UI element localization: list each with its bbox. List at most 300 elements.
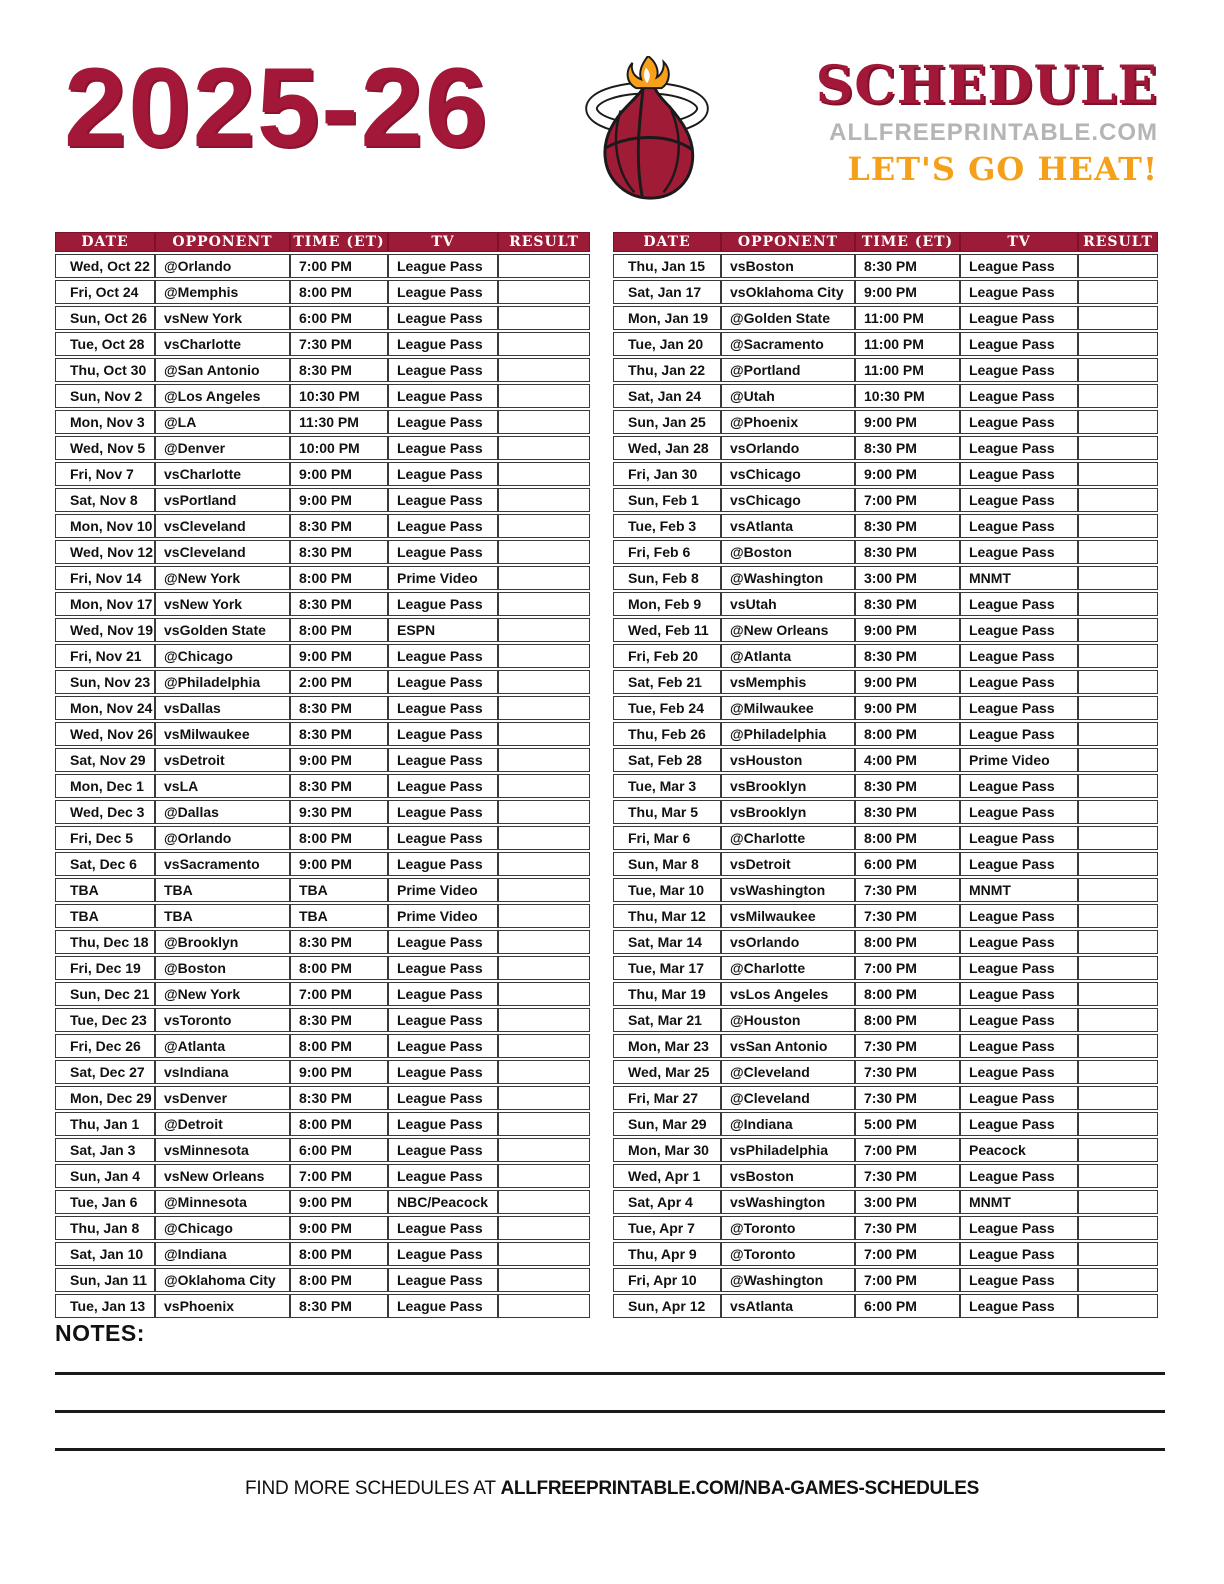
opponent-cell: @Philadelphia (155, 670, 290, 694)
opponent-cell: vsBoston (721, 1164, 855, 1188)
opponent-cell: vsMilwaukee (721, 904, 855, 928)
tv-cell: League Pass (388, 514, 498, 538)
opponent-cell: vsCleveland (155, 540, 290, 564)
result-cell (1078, 618, 1158, 642)
table-row (613, 878, 1158, 902)
date-cell: Mon, Feb 9 (613, 592, 721, 616)
result-cell (498, 488, 590, 512)
table-row (613, 1008, 1158, 1032)
result-cell (498, 254, 590, 278)
table-row (55, 826, 590, 850)
table-row (613, 436, 1158, 460)
date-cell: Sat, Jan 17 (613, 280, 721, 304)
table-row (55, 956, 590, 980)
time-cell: 8:30 PM (290, 1008, 388, 1032)
result-cell (498, 1164, 590, 1188)
date-cell: Mon, Mar 23 (613, 1034, 721, 1058)
tv-cell: League Pass (960, 722, 1078, 746)
table-row (55, 488, 590, 512)
time-cell: 8:00 PM (855, 982, 960, 1006)
table-row (55, 878, 590, 902)
table-row (613, 748, 1158, 772)
table-row (55, 384, 590, 408)
column-header: TIME (ET) (855, 232, 960, 252)
date-cell: Wed, Jan 28 (613, 436, 721, 460)
date-cell: Tue, Oct 28 (55, 332, 155, 356)
opponent-cell: @Oklahoma City (155, 1268, 290, 1292)
result-cell (498, 1086, 590, 1110)
date-cell: Sun, Oct 26 (55, 306, 155, 330)
date-cell: Sat, Feb 28 (613, 748, 721, 772)
tv-cell: League Pass (960, 904, 1078, 928)
time-cell: 8:30 PM (290, 1086, 388, 1110)
time-cell: 7:00 PM (855, 1242, 960, 1266)
date-cell: Wed, Mar 25 (613, 1060, 721, 1084)
date-cell: Sun, Feb 8 (613, 566, 721, 590)
result-cell (498, 826, 590, 850)
time-cell: 8:30 PM (290, 774, 388, 798)
opponent-cell: @Sacramento (721, 332, 855, 356)
time-cell: 8:30 PM (855, 592, 960, 616)
date-cell: Sat, Jan 10 (55, 1242, 155, 1266)
date-cell: Thu, Jan 22 (613, 358, 721, 382)
time-cell: 9:00 PM (290, 1060, 388, 1084)
time-cell: 11:00 PM (855, 358, 960, 382)
tv-cell: League Pass (388, 852, 498, 876)
table-row (55, 774, 590, 798)
date-cell: Tue, Jan 20 (613, 332, 721, 356)
notes-line-3 (55, 1448, 1165, 1451)
table-row (55, 1190, 590, 1214)
opponent-cell: @Toronto (721, 1242, 855, 1266)
time-cell: 8:00 PM (855, 930, 960, 954)
opponent-cell: @Brooklyn (155, 930, 290, 954)
date-cell: Tue, Dec 23 (55, 1008, 155, 1032)
date-cell: Thu, Jan 1 (55, 1112, 155, 1136)
tv-cell: League Pass (388, 644, 498, 668)
time-cell: 7:00 PM (855, 488, 960, 512)
table-row (613, 280, 1158, 304)
result-cell (1078, 410, 1158, 434)
tv-cell: League Pass (960, 436, 1078, 460)
time-cell: 8:00 PM (290, 1112, 388, 1136)
opponent-cell: @Charlotte (721, 956, 855, 980)
tv-cell: League Pass (388, 332, 498, 356)
column-header: DATE (613, 232, 721, 252)
result-cell (498, 592, 590, 616)
result-cell (1078, 1008, 1158, 1032)
time-cell: 8:00 PM (290, 566, 388, 590)
table-row (613, 1268, 1158, 1292)
opponent-cell: TBA (155, 878, 290, 902)
brand-title: SCHEDULE (815, 55, 1158, 116)
opponent-cell: @Milwaukee (721, 696, 855, 720)
result-cell (1078, 878, 1158, 902)
table-row (55, 1112, 590, 1136)
opponent-cell: vsNew York (155, 592, 290, 616)
table-row (55, 696, 590, 720)
date-cell: Thu, Feb 26 (613, 722, 721, 746)
opponent-cell: vsDetroit (155, 748, 290, 772)
time-cell: 8:00 PM (290, 280, 388, 304)
time-cell: 5:00 PM (855, 1112, 960, 1136)
opponent-cell: @Orlando (155, 826, 290, 850)
opponent-cell: vsToronto (155, 1008, 290, 1032)
opponent-cell: @Dallas (155, 800, 290, 824)
opponent-cell: vsBoston (721, 254, 855, 278)
result-cell (1078, 982, 1158, 1006)
date-cell: Sun, Mar 8 (613, 852, 721, 876)
opponent-cell: vsMilwaukee (155, 722, 290, 746)
table-row (55, 280, 590, 304)
result-cell (1078, 488, 1158, 512)
date-cell: Fri, Apr 10 (613, 1268, 721, 1292)
table-row (613, 800, 1158, 824)
result-cell (1078, 1034, 1158, 1058)
result-cell (498, 1034, 590, 1058)
tv-cell: League Pass (960, 592, 1078, 616)
table-row (55, 1060, 590, 1084)
table-row (55, 592, 590, 616)
table-row (55, 852, 590, 876)
result-cell (1078, 722, 1158, 746)
opponent-cell: vsLos Angeles (721, 982, 855, 1006)
table-header-row (55, 232, 590, 252)
table-row (55, 306, 590, 330)
opponent-cell: vsNew Orleans (155, 1164, 290, 1188)
result-cell (1078, 436, 1158, 460)
time-cell: 10:30 PM (855, 384, 960, 408)
tv-cell: Prime Video (960, 748, 1078, 772)
heat-logo-icon (583, 56, 711, 202)
opponent-cell: @Boston (155, 956, 290, 980)
opponent-cell: @Memphis (155, 280, 290, 304)
opponent-cell: vsOrlando (721, 436, 855, 460)
column-header: RESULT (498, 232, 590, 252)
opponent-cell: vsDenver (155, 1086, 290, 1110)
table-row (55, 254, 590, 278)
result-cell (498, 384, 590, 408)
result-cell (1078, 826, 1158, 850)
result-cell (1078, 332, 1158, 356)
time-cell: 4:00 PM (855, 748, 960, 772)
result-cell (1078, 254, 1158, 278)
date-cell: Tue, Jan 6 (55, 1190, 155, 1214)
time-cell: 8:00 PM (290, 826, 388, 850)
tv-cell: League Pass (960, 1086, 1078, 1110)
tv-cell: League Pass (388, 1294, 498, 1318)
result-cell (498, 748, 590, 772)
result-cell (498, 722, 590, 746)
table-row (55, 982, 590, 1006)
table-row (55, 748, 590, 772)
time-cell: 7:00 PM (290, 254, 388, 278)
column-header: TIME (ET) (290, 232, 388, 252)
time-cell: 9:00 PM (855, 462, 960, 486)
column-header: TV (960, 232, 1078, 252)
table-row (55, 618, 590, 642)
opponent-cell: vsDetroit (721, 852, 855, 876)
date-cell: Wed, Oct 22 (55, 254, 155, 278)
date-cell: Wed, Feb 11 (613, 618, 721, 642)
tv-cell: League Pass (388, 722, 498, 746)
table-row (55, 332, 590, 356)
column-header: TV (388, 232, 498, 252)
table-row (55, 800, 590, 824)
time-cell: 9:00 PM (290, 644, 388, 668)
tv-cell: League Pass (960, 930, 1078, 954)
table-row (55, 722, 590, 746)
opponent-cell: vsIndiana (155, 1060, 290, 1084)
tv-cell: League Pass (960, 956, 1078, 980)
time-cell: 9:00 PM (290, 1216, 388, 1240)
time-cell: 8:30 PM (290, 358, 388, 382)
date-cell: Thu, Jan 15 (613, 254, 721, 278)
opponent-cell: @Washington (721, 566, 855, 590)
time-cell: TBA (290, 904, 388, 928)
time-cell: 7:30 PM (855, 1086, 960, 1110)
date-cell: Sun, Nov 23 (55, 670, 155, 694)
result-cell (1078, 956, 1158, 980)
tv-cell: League Pass (960, 488, 1078, 512)
opponent-cell: @Cleveland (721, 1060, 855, 1084)
time-cell: 2:00 PM (290, 670, 388, 694)
table-row (55, 930, 590, 954)
date-cell: Sun, Nov 2 (55, 384, 155, 408)
tv-cell: League Pass (960, 306, 1078, 330)
footer-prefix: FIND MORE SCHEDULES AT (245, 1478, 501, 1499)
table-row (613, 306, 1158, 330)
date-cell: Thu, Dec 18 (55, 930, 155, 954)
result-cell (498, 1112, 590, 1136)
date-cell: Thu, Apr 9 (613, 1242, 721, 1266)
time-cell: 6:00 PM (855, 1294, 960, 1318)
date-cell: Sat, Dec 6 (55, 852, 155, 876)
time-cell: 8:30 PM (290, 696, 388, 720)
time-cell: 8:00 PM (290, 1242, 388, 1266)
schedule-table-right (613, 230, 1158, 1320)
column-header: DATE (55, 232, 155, 252)
opponent-cell: @Phoenix (721, 410, 855, 434)
tv-cell: ESPN (388, 618, 498, 642)
date-cell: Fri, Oct 24 (55, 280, 155, 304)
opponent-cell: vsCleveland (155, 514, 290, 538)
time-cell: 8:00 PM (290, 956, 388, 980)
date-cell: Sun, Jan 25 (613, 410, 721, 434)
schedule-table-left (55, 230, 590, 1320)
result-cell (498, 436, 590, 460)
date-cell: Tue, Mar 3 (613, 774, 721, 798)
opponent-cell: vsBrooklyn (721, 800, 855, 824)
result-cell (1078, 1086, 1158, 1110)
opponent-cell: @Philadelphia (721, 722, 855, 746)
tv-cell: League Pass (388, 1112, 498, 1136)
tv-cell: League Pass (388, 800, 498, 824)
table-row (613, 540, 1158, 564)
result-cell (1078, 1164, 1158, 1188)
result-cell (498, 904, 590, 928)
opponent-cell: vsMemphis (721, 670, 855, 694)
table-row (55, 1216, 590, 1240)
time-cell: 7:00 PM (855, 956, 960, 980)
table-row (55, 514, 590, 538)
date-cell: TBA (55, 904, 155, 928)
table-row (613, 1086, 1158, 1110)
time-cell: 6:00 PM (290, 1138, 388, 1162)
tv-cell: League Pass (960, 332, 1078, 356)
table-row (613, 1112, 1158, 1136)
date-cell: Sun, Mar 29 (613, 1112, 721, 1136)
result-cell (1078, 1060, 1158, 1084)
date-cell: TBA (55, 878, 155, 902)
brand-tagline: LET'S GO HEAT! (847, 150, 1158, 188)
date-cell: Tue, Feb 3 (613, 514, 721, 538)
result-cell (1078, 358, 1158, 382)
column-header: RESULT (1078, 232, 1158, 252)
tv-cell: League Pass (960, 1216, 1078, 1240)
time-cell: 7:30 PM (855, 878, 960, 902)
tv-cell: League Pass (388, 280, 498, 304)
result-cell (498, 878, 590, 902)
time-cell: 3:00 PM (855, 566, 960, 590)
tv-cell: League Pass (960, 774, 1078, 798)
tv-cell: Peacock (960, 1138, 1078, 1162)
time-cell: 8:30 PM (855, 514, 960, 538)
column-header: OPPONENT (721, 232, 855, 252)
table-row (613, 1060, 1158, 1084)
time-cell: 6:00 PM (290, 306, 388, 330)
time-cell: 9:00 PM (855, 696, 960, 720)
tv-cell: League Pass (960, 1034, 1078, 1058)
date-cell: Wed, Dec 3 (55, 800, 155, 824)
result-cell (1078, 1112, 1158, 1136)
time-cell: 7:30 PM (855, 1060, 960, 1084)
opponent-cell: vsPortland (155, 488, 290, 512)
table-row (613, 618, 1158, 642)
tv-cell: League Pass (960, 1242, 1078, 1266)
time-cell: 7:00 PM (855, 1268, 960, 1292)
time-cell: 7:30 PM (855, 904, 960, 928)
opponent-cell: vsOrlando (721, 930, 855, 954)
tv-cell: Prime Video (388, 878, 498, 902)
time-cell: 8:30 PM (290, 592, 388, 616)
tv-cell: League Pass (960, 826, 1078, 850)
date-cell: Tue, Jan 13 (55, 1294, 155, 1318)
time-cell: TBA (290, 878, 388, 902)
result-cell (498, 1294, 590, 1318)
table-row (613, 774, 1158, 798)
brand-block (815, 55, 1158, 188)
table-row (613, 358, 1158, 382)
tv-cell: League Pass (960, 1164, 1078, 1188)
table-row (613, 332, 1158, 356)
date-cell: Fri, Feb 6 (613, 540, 721, 564)
result-cell (498, 1216, 590, 1240)
tv-cell: League Pass (388, 826, 498, 850)
table-row (613, 566, 1158, 590)
time-cell: 9:00 PM (855, 618, 960, 642)
table-row (613, 592, 1158, 616)
footer-link: ALLFREEPRINTABLE.COM/NBA-GAMES-SCHEDULES (500, 1478, 979, 1499)
tv-cell: League Pass (388, 540, 498, 564)
time-cell: 9:00 PM (290, 488, 388, 512)
date-cell: Thu, Mar 19 (613, 982, 721, 1006)
result-cell (498, 1060, 590, 1084)
table-row (613, 1216, 1158, 1240)
result-cell (1078, 306, 1158, 330)
opponent-cell: vsBrooklyn (721, 774, 855, 798)
tv-cell: League Pass (388, 982, 498, 1006)
time-cell: 11:00 PM (855, 332, 960, 356)
tv-cell: MNMT (960, 566, 1078, 590)
opponent-cell: vsMinnesota (155, 1138, 290, 1162)
table-row (613, 722, 1158, 746)
date-cell: Tue, Mar 10 (613, 878, 721, 902)
tv-cell: League Pass (388, 1268, 498, 1292)
opponent-cell: vsHouston (721, 748, 855, 772)
opponent-cell: @Chicago (155, 1216, 290, 1240)
table-row (55, 462, 590, 486)
brand-site: ALLFREEPRINTABLE.COM (829, 119, 1158, 146)
tv-cell: League Pass (388, 748, 498, 772)
opponent-cell: @Atlanta (155, 1034, 290, 1058)
table-row (613, 1138, 1158, 1162)
table-row (613, 488, 1158, 512)
time-cell: 7:30 PM (855, 1216, 960, 1240)
tv-cell: League Pass (388, 670, 498, 694)
result-cell (1078, 670, 1158, 694)
date-cell: Sat, Dec 27 (55, 1060, 155, 1084)
result-cell (498, 1242, 590, 1266)
time-cell: 10:00 PM (290, 436, 388, 460)
time-cell: 8:30 PM (290, 514, 388, 538)
tv-cell: League Pass (960, 670, 1078, 694)
result-cell (1078, 800, 1158, 824)
table-row (613, 1294, 1158, 1318)
table-row (613, 1242, 1158, 1266)
tv-cell: League Pass (388, 410, 498, 434)
result-cell (498, 280, 590, 304)
tv-cell: League Pass (388, 774, 498, 798)
table-row (55, 358, 590, 382)
date-cell: Mon, Dec 1 (55, 774, 155, 798)
date-cell: Tue, Feb 24 (613, 696, 721, 720)
date-cell: Mon, Jan 19 (613, 306, 721, 330)
table-row (613, 254, 1158, 278)
tv-cell: League Pass (388, 436, 498, 460)
opponent-cell: vsCharlotte (155, 462, 290, 486)
table-row (613, 904, 1158, 928)
tv-cell: League Pass (388, 1060, 498, 1084)
tv-cell: League Pass (388, 462, 498, 486)
tv-cell: League Pass (388, 488, 498, 512)
result-cell (1078, 1268, 1158, 1292)
time-cell: 9:00 PM (290, 462, 388, 486)
time-cell: 9:00 PM (855, 280, 960, 304)
opponent-cell: @Washington (721, 1268, 855, 1292)
date-cell: Mon, Nov 17 (55, 592, 155, 616)
result-cell (1078, 774, 1158, 798)
time-cell: 8:30 PM (855, 774, 960, 798)
table-row (613, 1034, 1158, 1058)
tv-cell: League Pass (388, 696, 498, 720)
opponent-cell: @Atlanta (721, 644, 855, 668)
date-cell: Thu, Mar 12 (613, 904, 721, 928)
result-cell (498, 800, 590, 824)
date-cell: Mon, Dec 29 (55, 1086, 155, 1110)
tv-cell: League Pass (960, 982, 1078, 1006)
date-cell: Fri, Dec 5 (55, 826, 155, 850)
